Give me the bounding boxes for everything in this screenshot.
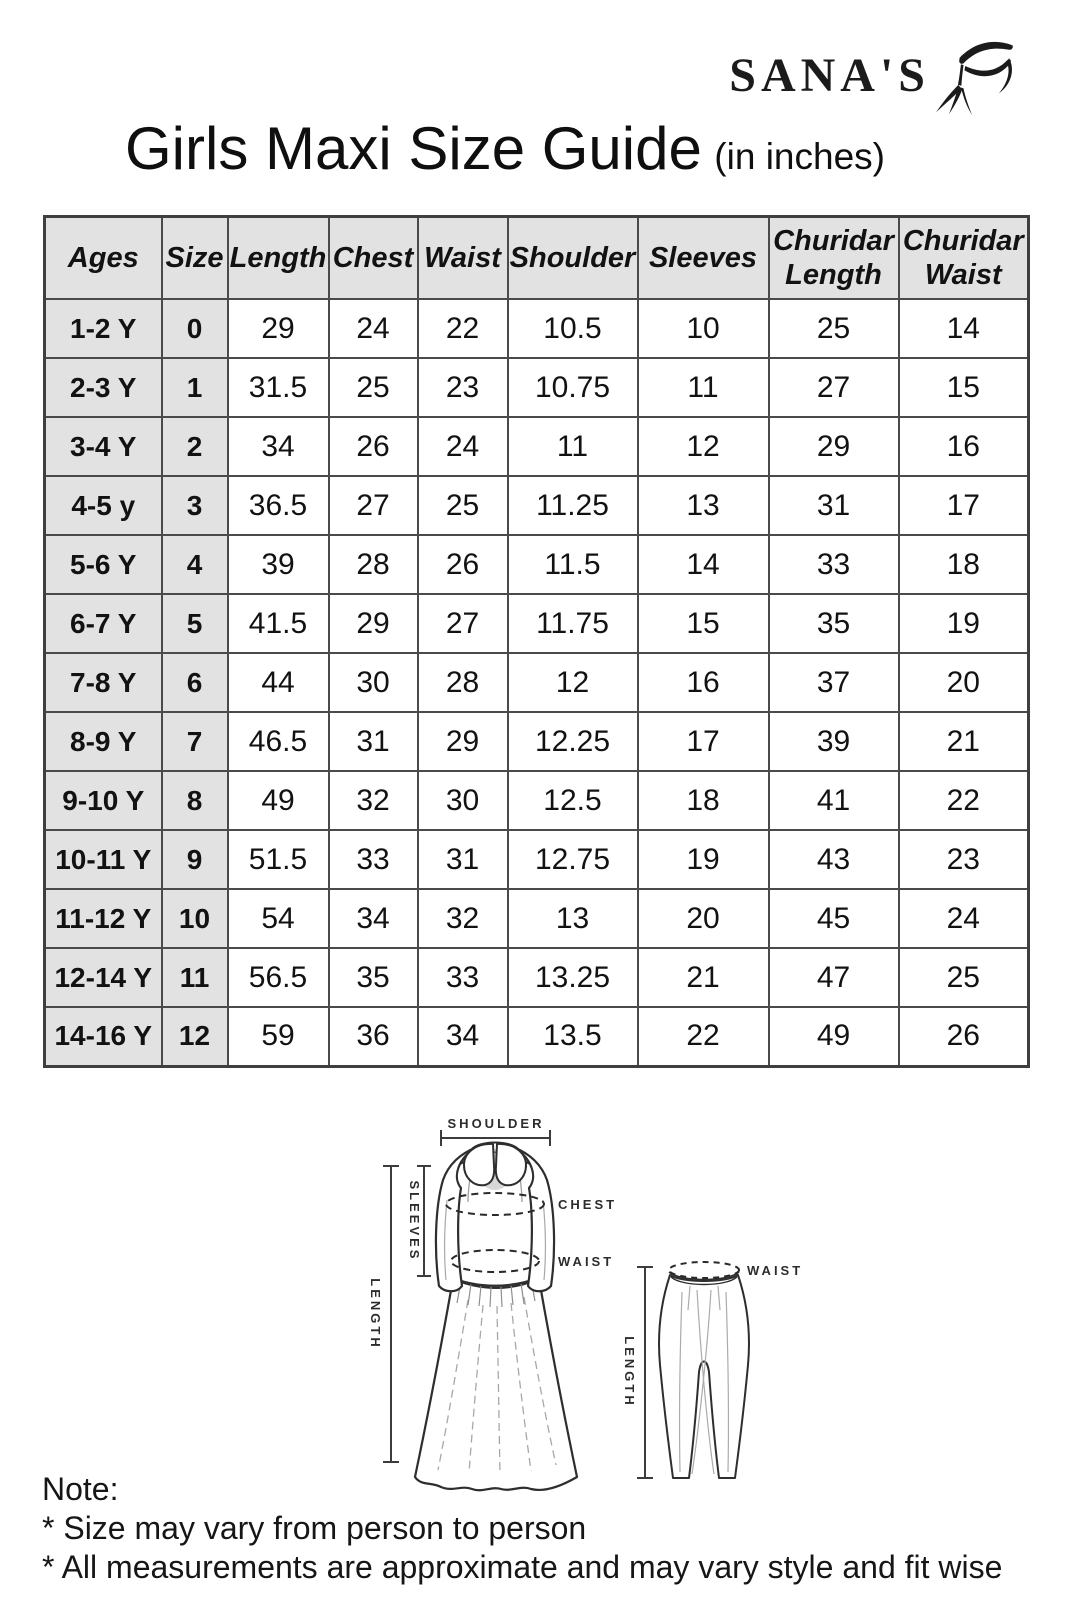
value-cell: 12 [508, 653, 638, 712]
value-cell: 15 [638, 594, 769, 653]
value-cell: 32 [329, 771, 418, 830]
value-cell: 20 [899, 653, 1029, 712]
ages-cell: 5-6 Y [45, 535, 162, 594]
value-cell: 16 [638, 653, 769, 712]
column-header-0: Ages [45, 217, 162, 300]
size-cell: 11 [162, 948, 228, 1007]
column-header-7: Churidar Length [769, 217, 899, 300]
value-cell: 25 [899, 948, 1029, 1007]
value-cell: 13.25 [508, 948, 638, 1007]
value-cell: 11 [508, 417, 638, 476]
value-cell: 20 [638, 889, 769, 948]
title-unit-text: (in inches) [714, 136, 885, 177]
value-cell: 36 [329, 1007, 418, 1066]
column-header-2: Length [228, 217, 329, 300]
ages-cell: 14-16 Y [45, 1007, 162, 1066]
value-cell: 22 [418, 299, 508, 358]
value-cell: 25 [329, 358, 418, 417]
value-cell: 22 [899, 771, 1029, 830]
value-cell: 11.5 [508, 535, 638, 594]
value-cell: 25 [418, 476, 508, 535]
column-header-8: Churidar Waist [899, 217, 1029, 300]
value-cell: 10 [638, 299, 769, 358]
ages-cell: 10-11 Y [45, 830, 162, 889]
value-cell: 11 [638, 358, 769, 417]
value-cell: 39 [228, 535, 329, 594]
value-cell: 12.25 [508, 712, 638, 771]
table-row [45, 948, 1029, 1007]
ages-cell: 3-4 Y [45, 417, 162, 476]
value-cell: 24 [418, 417, 508, 476]
brand-logo [729, 38, 1016, 118]
value-cell: 17 [899, 476, 1029, 535]
dress-waist-label: WAIST [558, 1254, 615, 1269]
value-cell: 36.5 [228, 476, 329, 535]
value-cell: 29 [329, 594, 418, 653]
table-row [45, 476, 1029, 535]
size-cell: 5 [162, 594, 228, 653]
value-cell: 26 [329, 417, 418, 476]
table-row [45, 594, 1029, 653]
notes-heading: Note: [42, 1471, 119, 1507]
value-cell: 41 [769, 771, 899, 830]
value-cell: 45 [769, 889, 899, 948]
value-cell: 30 [418, 771, 508, 830]
value-cell: 34 [228, 417, 329, 476]
value-cell: 12.5 [508, 771, 638, 830]
value-cell: 23 [899, 830, 1029, 889]
value-cell: 29 [418, 712, 508, 771]
title-text: Girls Maxi Size Guide [125, 115, 702, 182]
value-cell: 18 [899, 535, 1029, 594]
size-cell: 4 [162, 535, 228, 594]
value-cell: 27 [769, 358, 899, 417]
value-cell: 24 [329, 299, 418, 358]
value-cell: 41.5 [228, 594, 329, 653]
value-cell: 51.5 [228, 830, 329, 889]
value-cell: 23 [418, 358, 508, 417]
value-cell: 27 [418, 594, 508, 653]
value-cell: 10.5 [508, 299, 638, 358]
note-item-2: * All measurements are approximate and may vary style and fit wise [42, 1549, 1003, 1586]
value-cell: 28 [329, 535, 418, 594]
value-cell: 14 [638, 535, 769, 594]
value-cell: 30 [329, 653, 418, 712]
size-cell: 0 [162, 299, 228, 358]
value-cell: 15 [899, 358, 1029, 417]
column-header-3: Chest [329, 217, 418, 300]
value-cell: 24 [899, 889, 1029, 948]
value-cell: 27 [329, 476, 418, 535]
value-cell: 28 [418, 653, 508, 712]
value-cell: 33 [418, 948, 508, 1007]
value-cell: 21 [638, 948, 769, 1007]
value-cell: 31 [418, 830, 508, 889]
table-row [45, 830, 1029, 889]
table-row [45, 417, 1029, 476]
value-cell: 31 [769, 476, 899, 535]
value-cell: 29 [769, 417, 899, 476]
size-cell: 3 [162, 476, 228, 535]
table-row [45, 358, 1029, 417]
value-cell: 12 [638, 417, 769, 476]
size-cell: 2 [162, 417, 228, 476]
ages-cell: 4-5 y [45, 476, 162, 535]
pants-sketch [659, 1262, 749, 1478]
value-cell: 21 [899, 712, 1029, 771]
value-cell: 13.5 [508, 1007, 638, 1066]
value-cell: 13 [508, 889, 638, 948]
ages-cell: 6-7 Y [45, 594, 162, 653]
size-cell: 6 [162, 653, 228, 712]
garment-measurement-diagram [330, 1080, 810, 1500]
value-cell: 54 [228, 889, 329, 948]
value-cell: 39 [769, 712, 899, 771]
ages-cell: 12-14 Y [45, 948, 162, 1007]
pants-length-label: LENGTH [622, 1336, 637, 1408]
value-cell: 19 [899, 594, 1029, 653]
value-cell: 46.5 [228, 712, 329, 771]
table-row [45, 535, 1029, 594]
sleeves-label: SLEEVES [407, 1180, 422, 1262]
column-header-1: Size [162, 217, 228, 300]
value-cell: 25 [769, 299, 899, 358]
value-cell: 33 [329, 830, 418, 889]
chest-label: CHEST [558, 1197, 618, 1212]
value-cell: 43 [769, 830, 899, 889]
table-row [45, 889, 1029, 948]
value-cell: 19 [638, 830, 769, 889]
value-cell: 16 [899, 417, 1029, 476]
ages-cell: 7-8 Y [45, 653, 162, 712]
value-cell: 34 [329, 889, 418, 948]
value-cell: 35 [769, 594, 899, 653]
size-table [43, 215, 1030, 1068]
size-cell: 10 [162, 889, 228, 948]
ages-cell: 8-9 Y [45, 712, 162, 771]
value-cell: 11.25 [508, 476, 638, 535]
value-cell: 10.75 [508, 358, 638, 417]
page-title [0, 114, 1010, 183]
value-cell: 17 [638, 712, 769, 771]
pants-measurement-lines [637, 1267, 653, 1478]
size-cell: 1 [162, 358, 228, 417]
value-cell: 11.75 [508, 594, 638, 653]
value-cell: 31.5 [228, 358, 329, 417]
value-cell: 59 [228, 1007, 329, 1066]
value-cell: 35 [329, 948, 418, 1007]
column-header-6: Sleeves [638, 217, 769, 300]
table-row [45, 299, 1029, 358]
ages-cell: 9-10 Y [45, 771, 162, 830]
ages-cell: 2-3 Y [45, 358, 162, 417]
ages-cell: 1-2 Y [45, 299, 162, 358]
value-cell: 14 [899, 299, 1029, 358]
value-cell: 22 [638, 1007, 769, 1066]
value-cell: 34 [418, 1007, 508, 1066]
value-cell: 37 [769, 653, 899, 712]
value-cell: 13 [638, 476, 769, 535]
value-cell: 33 [769, 535, 899, 594]
value-cell: 12.75 [508, 830, 638, 889]
table-row [45, 771, 1029, 830]
value-cell: 49 [769, 1007, 899, 1066]
notes-section [42, 1470, 1002, 1587]
size-cell: 8 [162, 771, 228, 830]
value-cell: 49 [228, 771, 329, 830]
note-item-1: * Size may vary from person to person [42, 1510, 587, 1547]
ages-cell: 11-12 Y [45, 889, 162, 948]
value-cell: 18 [638, 771, 769, 830]
shoulder-label: SHOULDER [447, 1116, 545, 1131]
table-row [45, 653, 1029, 712]
pants-waist-label: WAIST [747, 1263, 804, 1278]
size-cell: 7 [162, 712, 228, 771]
value-cell: 26 [899, 1007, 1029, 1066]
column-header-5: Shoulder [508, 217, 638, 300]
value-cell: 56.5 [228, 948, 329, 1007]
value-cell: 29 [228, 299, 329, 358]
size-table-body [45, 299, 1029, 1066]
value-cell: 26 [418, 535, 508, 594]
column-header-4: Waist [418, 217, 508, 300]
table-row [45, 1007, 1029, 1066]
size-table-header-row [45, 217, 1029, 300]
value-cell: 32 [418, 889, 508, 948]
value-cell: 47 [769, 948, 899, 1007]
table-row [45, 712, 1029, 771]
brand-name: SANA'S [729, 49, 930, 102]
value-cell: 31 [329, 712, 418, 771]
dress-length-label: LENGTH [368, 1278, 383, 1350]
dress-sketch [415, 1143, 577, 1491]
dancing-woman-icon [930, 38, 1016, 118]
value-cell: 44 [228, 653, 329, 712]
size-cell: 12 [162, 1007, 228, 1066]
size-cell: 9 [162, 830, 228, 889]
